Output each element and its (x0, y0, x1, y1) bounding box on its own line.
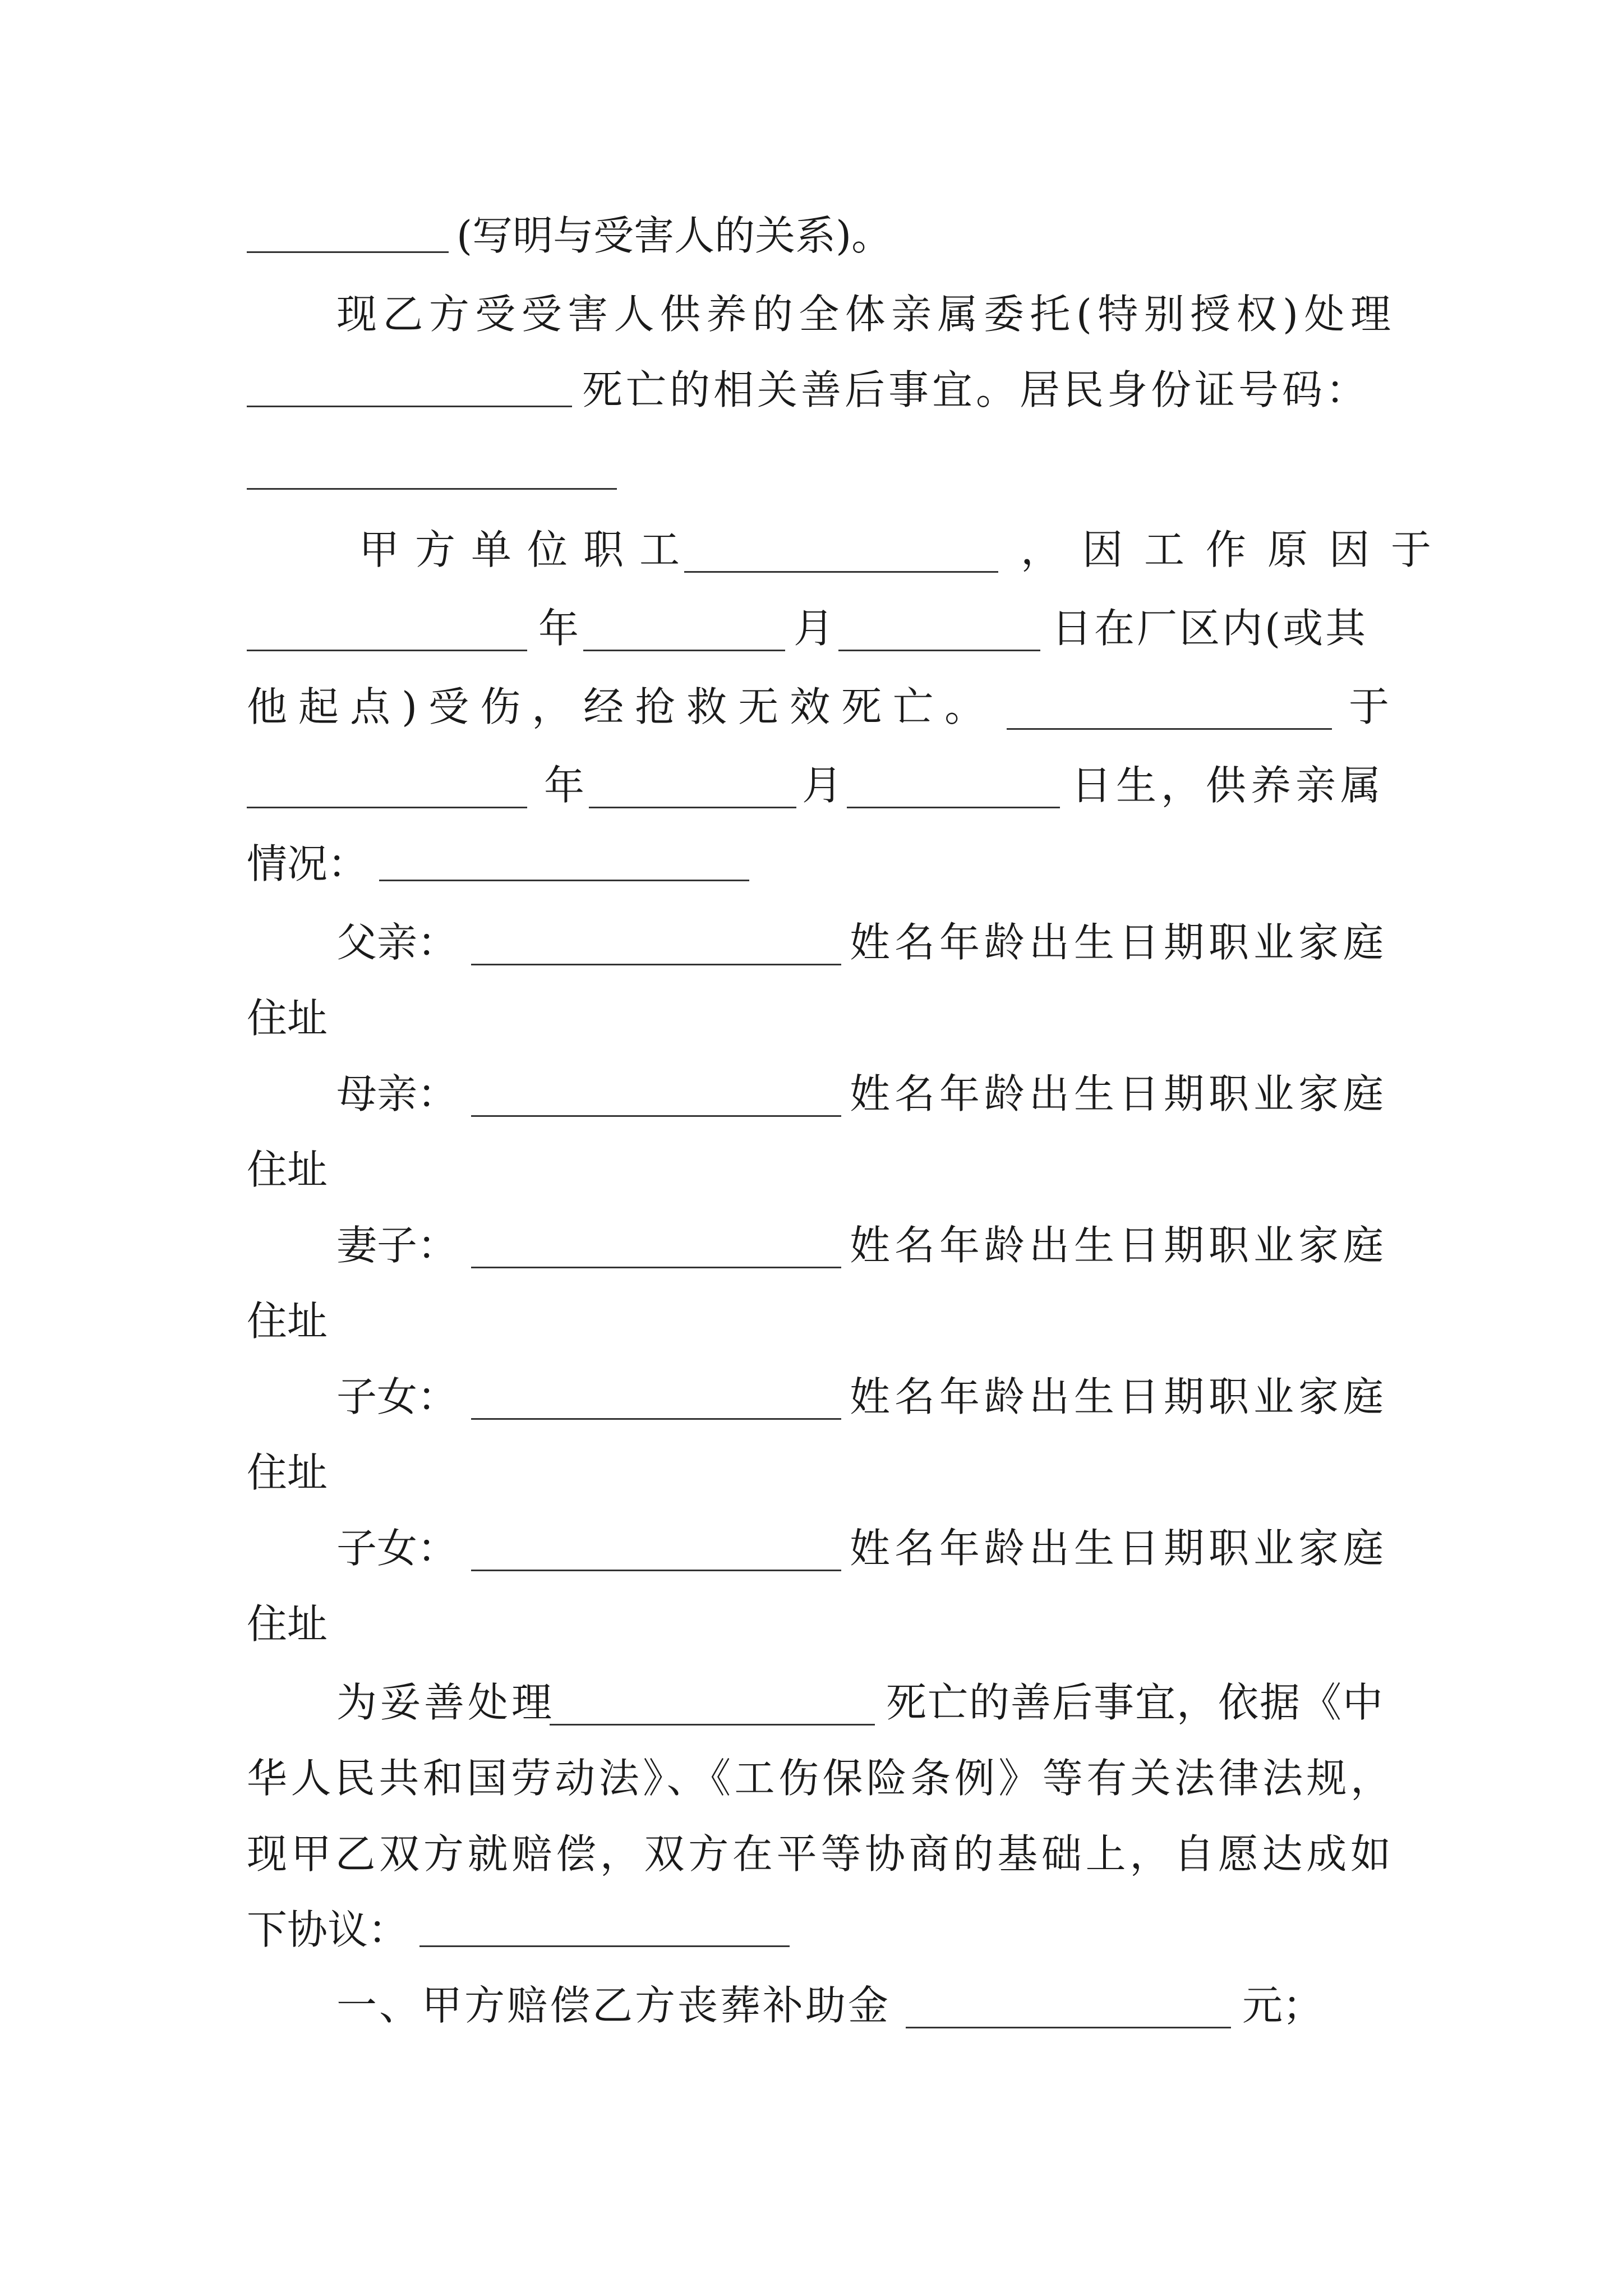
legal-basis-label: 为妥善处理 (336, 1679, 556, 1726)
entrust-line-2 (247, 362, 1391, 418)
child-label: 子女： (336, 1373, 458, 1420)
child-line (247, 1520, 1391, 1576)
blank-deceased-name[interactable] (247, 370, 572, 407)
entrust-line-1: 现乙方受受害人供养的全体亲属委托(特别授权)处理 (336, 291, 1391, 338)
legal-basis-line-1 (247, 1674, 1391, 1731)
blank-deceased-name-2[interactable] (550, 1688, 875, 1726)
label-year: 年 (538, 605, 579, 652)
child-address: 住址 (247, 1449, 328, 1496)
legal-basis-line-4 (247, 1902, 1391, 1958)
mother-line (247, 1066, 1391, 1122)
blank-father[interactable] (471, 928, 841, 965)
dependents-text: 日生，供养亲属 (1071, 762, 1386, 809)
label-month: 月 (794, 605, 834, 652)
legal-basis-line-2: 华人民共和国劳动法》、《工伤保险条例》等有关法律法规， (247, 1755, 1391, 1802)
child-address: 住址 (247, 1600, 328, 1648)
blank-funeral-amount[interactable] (906, 1991, 1231, 2028)
father-line (247, 914, 1391, 970)
employee-label: 甲方单位职工 (359, 526, 696, 573)
mother-info: 姓名年龄出生日期职业家庭 (850, 1070, 1389, 1117)
legal-basis-line-3: 现甲乙双方就赔偿，双方在平等协商的基础上，自愿达成如 (247, 1830, 1391, 1878)
death-line (247, 679, 1391, 735)
blank-dependents[interactable] (379, 844, 749, 881)
dependents-line (247, 836, 1391, 892)
child-line (247, 1369, 1391, 1425)
wife-info: 姓名年龄出生日期职业家庭 (850, 1222, 1389, 1269)
mother-label: 母亲： (336, 1070, 458, 1117)
blank-birth-day[interactable] (847, 771, 1060, 808)
blank-relation[interactable] (247, 215, 449, 253)
label-month: 月 (802, 762, 843, 809)
blank-injury-day[interactable] (838, 614, 1040, 651)
blank-agreement[interactable] (419, 1910, 790, 1947)
currency-unit: 元； (1242, 1982, 1324, 2029)
agreement-label: 下协议： (247, 1906, 409, 1953)
blank-mother[interactable] (471, 1079, 841, 1117)
blank-birth-name[interactable] (1007, 692, 1332, 730)
blank-birth-year[interactable] (247, 771, 527, 808)
dependents-label: 情况： (247, 840, 368, 887)
birth-date-line (247, 757, 1391, 813)
relation-note: (写明与受害人的关系)。 (457, 212, 892, 259)
blank-injury-year[interactable] (247, 614, 527, 651)
child-info: 姓名年龄出生日期职业家庭 (850, 1525, 1389, 1572)
blank-child[interactable] (471, 1534, 841, 1571)
item-1-line (247, 1977, 1391, 2033)
blank-birth-month[interactable] (589, 771, 796, 808)
father-address: 住址 (247, 995, 328, 1042)
injury-place-text: 日在厂区内(或其 (1052, 605, 1368, 652)
label-year: 年 (544, 762, 585, 809)
injury-date-line (247, 600, 1391, 656)
death-text: 他起点)受伤，经抢救无效死亡。 (247, 683, 997, 730)
child-label: 子女： (336, 1525, 458, 1572)
funeral-subsidy-label: 一、甲方赔偿乙方丧葬补助金 (336, 1982, 891, 2029)
entrust-text: 死亡的相关善后事宜。居民身份证号码： (582, 366, 1370, 413)
employee-line (247, 522, 1453, 578)
legal-basis-text: 死亡的善后事宜，依据《中 (886, 1679, 1385, 1726)
child-info: 姓名年龄出生日期职业家庭 (850, 1373, 1389, 1420)
blank-child[interactable] (471, 1382, 841, 1420)
blank-injury-month[interactable] (583, 614, 785, 651)
wife-label: 妻子： (336, 1222, 458, 1269)
wife-line (247, 1217, 1391, 1273)
wife-address: 住址 (247, 1297, 328, 1345)
blank-wife[interactable] (471, 1231, 841, 1268)
blank-id-number[interactable] (247, 488, 617, 490)
father-label: 父亲： (336, 919, 458, 966)
blank-employee-name[interactable] (684, 535, 998, 573)
work-reason-label: ，因工作原因于 (1021, 526, 1453, 573)
label-yu: 于 (1349, 683, 1390, 730)
father-info: 姓名年龄出生日期职业家庭 (850, 919, 1389, 966)
line-relation (247, 208, 1391, 264)
mother-address: 住址 (247, 1146, 328, 1193)
